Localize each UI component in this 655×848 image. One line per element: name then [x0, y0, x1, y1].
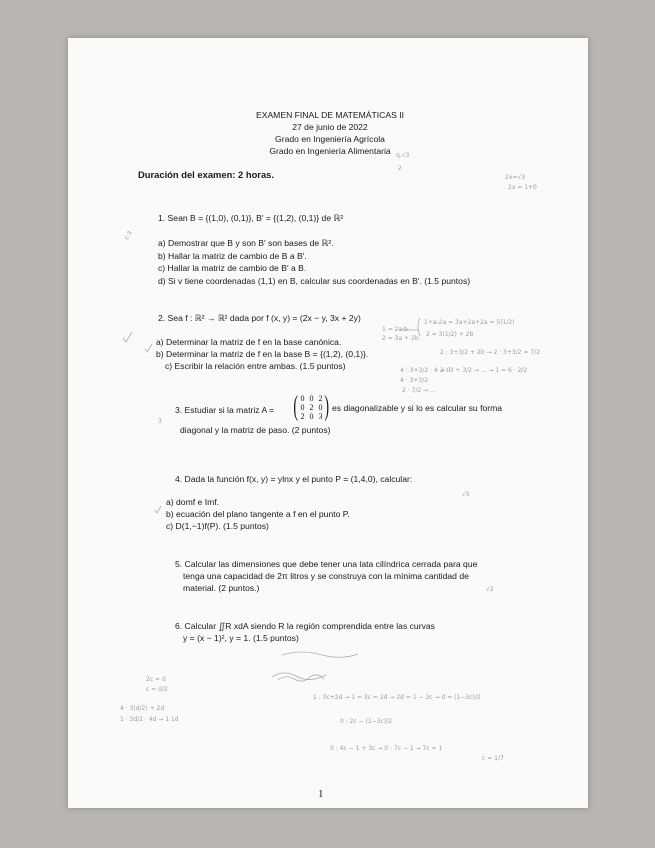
exam-title: EXAMEN FINAL DE MATEMÁTICAS II: [255, 110, 405, 120]
handwritten-note: q.√3: [396, 152, 410, 159]
handwritten-note: 4 · 3+3/2: [400, 377, 429, 384]
q5-line3: material. (2 puntos.): [183, 583, 260, 593]
q3-statement-prefix: 3. Estudiar si la matriz A =: [175, 405, 275, 415]
check-mark-icon: [145, 344, 152, 352]
q1-d: d) Si v tiene coordenadas (1,1) en B, calcular sus coordenadas en B′. (1.5 puntos): [158, 276, 471, 286]
q2-statement: 2. Sea f : ℝ² → ℝ² dada por f (x, y) = (2x − y, 3x + 2y): [158, 313, 361, 323]
handwritten-note: 2 = 3(1/2) + 2b: [426, 331, 474, 338]
q1-c: c) Hallar la matriz de cambio de B′ a B.: [158, 263, 307, 273]
handwritten-note: 2 : 3+3/2 + 2b → 2 · 3+3/2 = 7/2: [440, 349, 541, 356]
q3-statement-suffix: es diagonalizable y si lo es calcular su forma: [332, 403, 503, 413]
q5-line2: tenga una capacidad de 2π litros y se construya con la mínima cantidad de: [183, 571, 469, 581]
handwritten-note: 3: [158, 418, 162, 425]
exam-duration: Duración del examen: 2 horas.: [138, 169, 274, 180]
q4-c: c) D(1,−1)f(P). (1.5 puntos): [166, 521, 269, 531]
matrix-left-bracket: (: [293, 391, 298, 422]
q6-line2: y = (x − 1)², y = 1. (1.5 puntos): [183, 633, 299, 643]
q4-b: b) ecuación del plano tangente a f en el punto P.: [166, 509, 350, 519]
matrix-row: 0 0 2: [300, 394, 323, 403]
handwritten-note: 1+a-2a = 3a+2a+2a = 5(1/2): [424, 319, 515, 326]
handwritten-note: 2x=√3: [505, 174, 526, 181]
handwritten-note: 2c = d: [146, 676, 166, 683]
degree-line-1: Grado en Ingeniería Agrícola: [275, 134, 385, 144]
handwritten-note: 1 : 3c+2d → 1 = 3c = 2d → 2d = 1 − 3c → d = (1−3c)/2: [313, 694, 481, 701]
handwritten-note: 4 : 3+3/2 · 4 → 0: [400, 367, 451, 374]
q3-statement-line2: diagonal y la matriz de paso. (2 puntos): [180, 425, 331, 435]
exam-date: 27 de junio de 2022: [292, 122, 368, 132]
matrix-row: 2 0 3: [300, 412, 323, 421]
degree-line-2: Grado en Ingeniería Alimentaria: [269, 146, 391, 156]
page-number: 1: [318, 788, 324, 800]
handwritten-note: c = 1/7: [482, 755, 504, 762]
handwritten-note: 2 = 3a + 2b: [382, 335, 419, 342]
matrix-right-bracket: ): [324, 391, 329, 422]
q4-statement: 4. Dada la función f(x, y) = ylnx y el punto P = (1,4,0), calcular:: [175, 474, 413, 484]
handwritten-note: 0 : 2c − (1−3c)/2: [340, 718, 393, 725]
handwritten-note: √5: [462, 491, 470, 498]
matrix-row: 0 2 0: [300, 403, 323, 412]
check-mark-icon: [123, 332, 132, 342]
q2-b: b) Determinar la matriz de f en la base B = {(1,2), (0,1)}.: [156, 349, 369, 359]
handwritten-note: 2: [398, 165, 402, 172]
q1-statement: 1. Sean B = {(1,0), (0,1)}, B′ = {(1,2), (0,1)} de ℝ²: [158, 213, 344, 223]
q4-a: a) domf e Imf.: [166, 497, 220, 507]
handwritten-note: 0 : 4c − 1 + 3c → 0 : 7c − 1 → 7c = 1: [330, 745, 443, 752]
q1-a: a) Demostrar que B y son B′ son bases de ℝ².: [158, 238, 334, 248]
handwritten-note: 2x = 1+0: [508, 184, 537, 191]
handwritten-note: 2 · 7/2 → ...: [402, 387, 436, 394]
handwritten-note: c = d/2: [146, 686, 168, 693]
handwritten-note: 2 : 3 + 3/2 → ... → 1 = 6 · 2/2: [440, 367, 528, 374]
q1-b: b) Hallar la matriz de cambio de B a B′.: [158, 251, 307, 261]
handwritten-note: √2: [486, 586, 494, 593]
handwritten-note: c·3: [123, 229, 134, 242]
q2-a: a) Determinar la matriz de f en la base canónica.: [156, 337, 342, 347]
check-mark-icon: [155, 506, 161, 513]
handwritten-note: 4 · 3(d/2) + 2d: [120, 705, 165, 712]
q2-c: c) Escribir la relación entre ambas. (1.5 puntos): [165, 361, 346, 371]
q6-line1: 6. Calcular ∬R xdA siendo R la región comprendida entre las curvas: [175, 621, 435, 631]
handwritten-note: 1 = 2a·b: [382, 326, 408, 333]
brace-mark: [418, 318, 420, 336]
handwritten-note: 1 · 3d/2 · 4d → 1 1d: [120, 716, 179, 723]
q5-line1: 5. Calcular las dimensiones que debe tener una lata cilíndrica cerrada para que: [175, 559, 478, 569]
scribble-line: [282, 652, 358, 657]
